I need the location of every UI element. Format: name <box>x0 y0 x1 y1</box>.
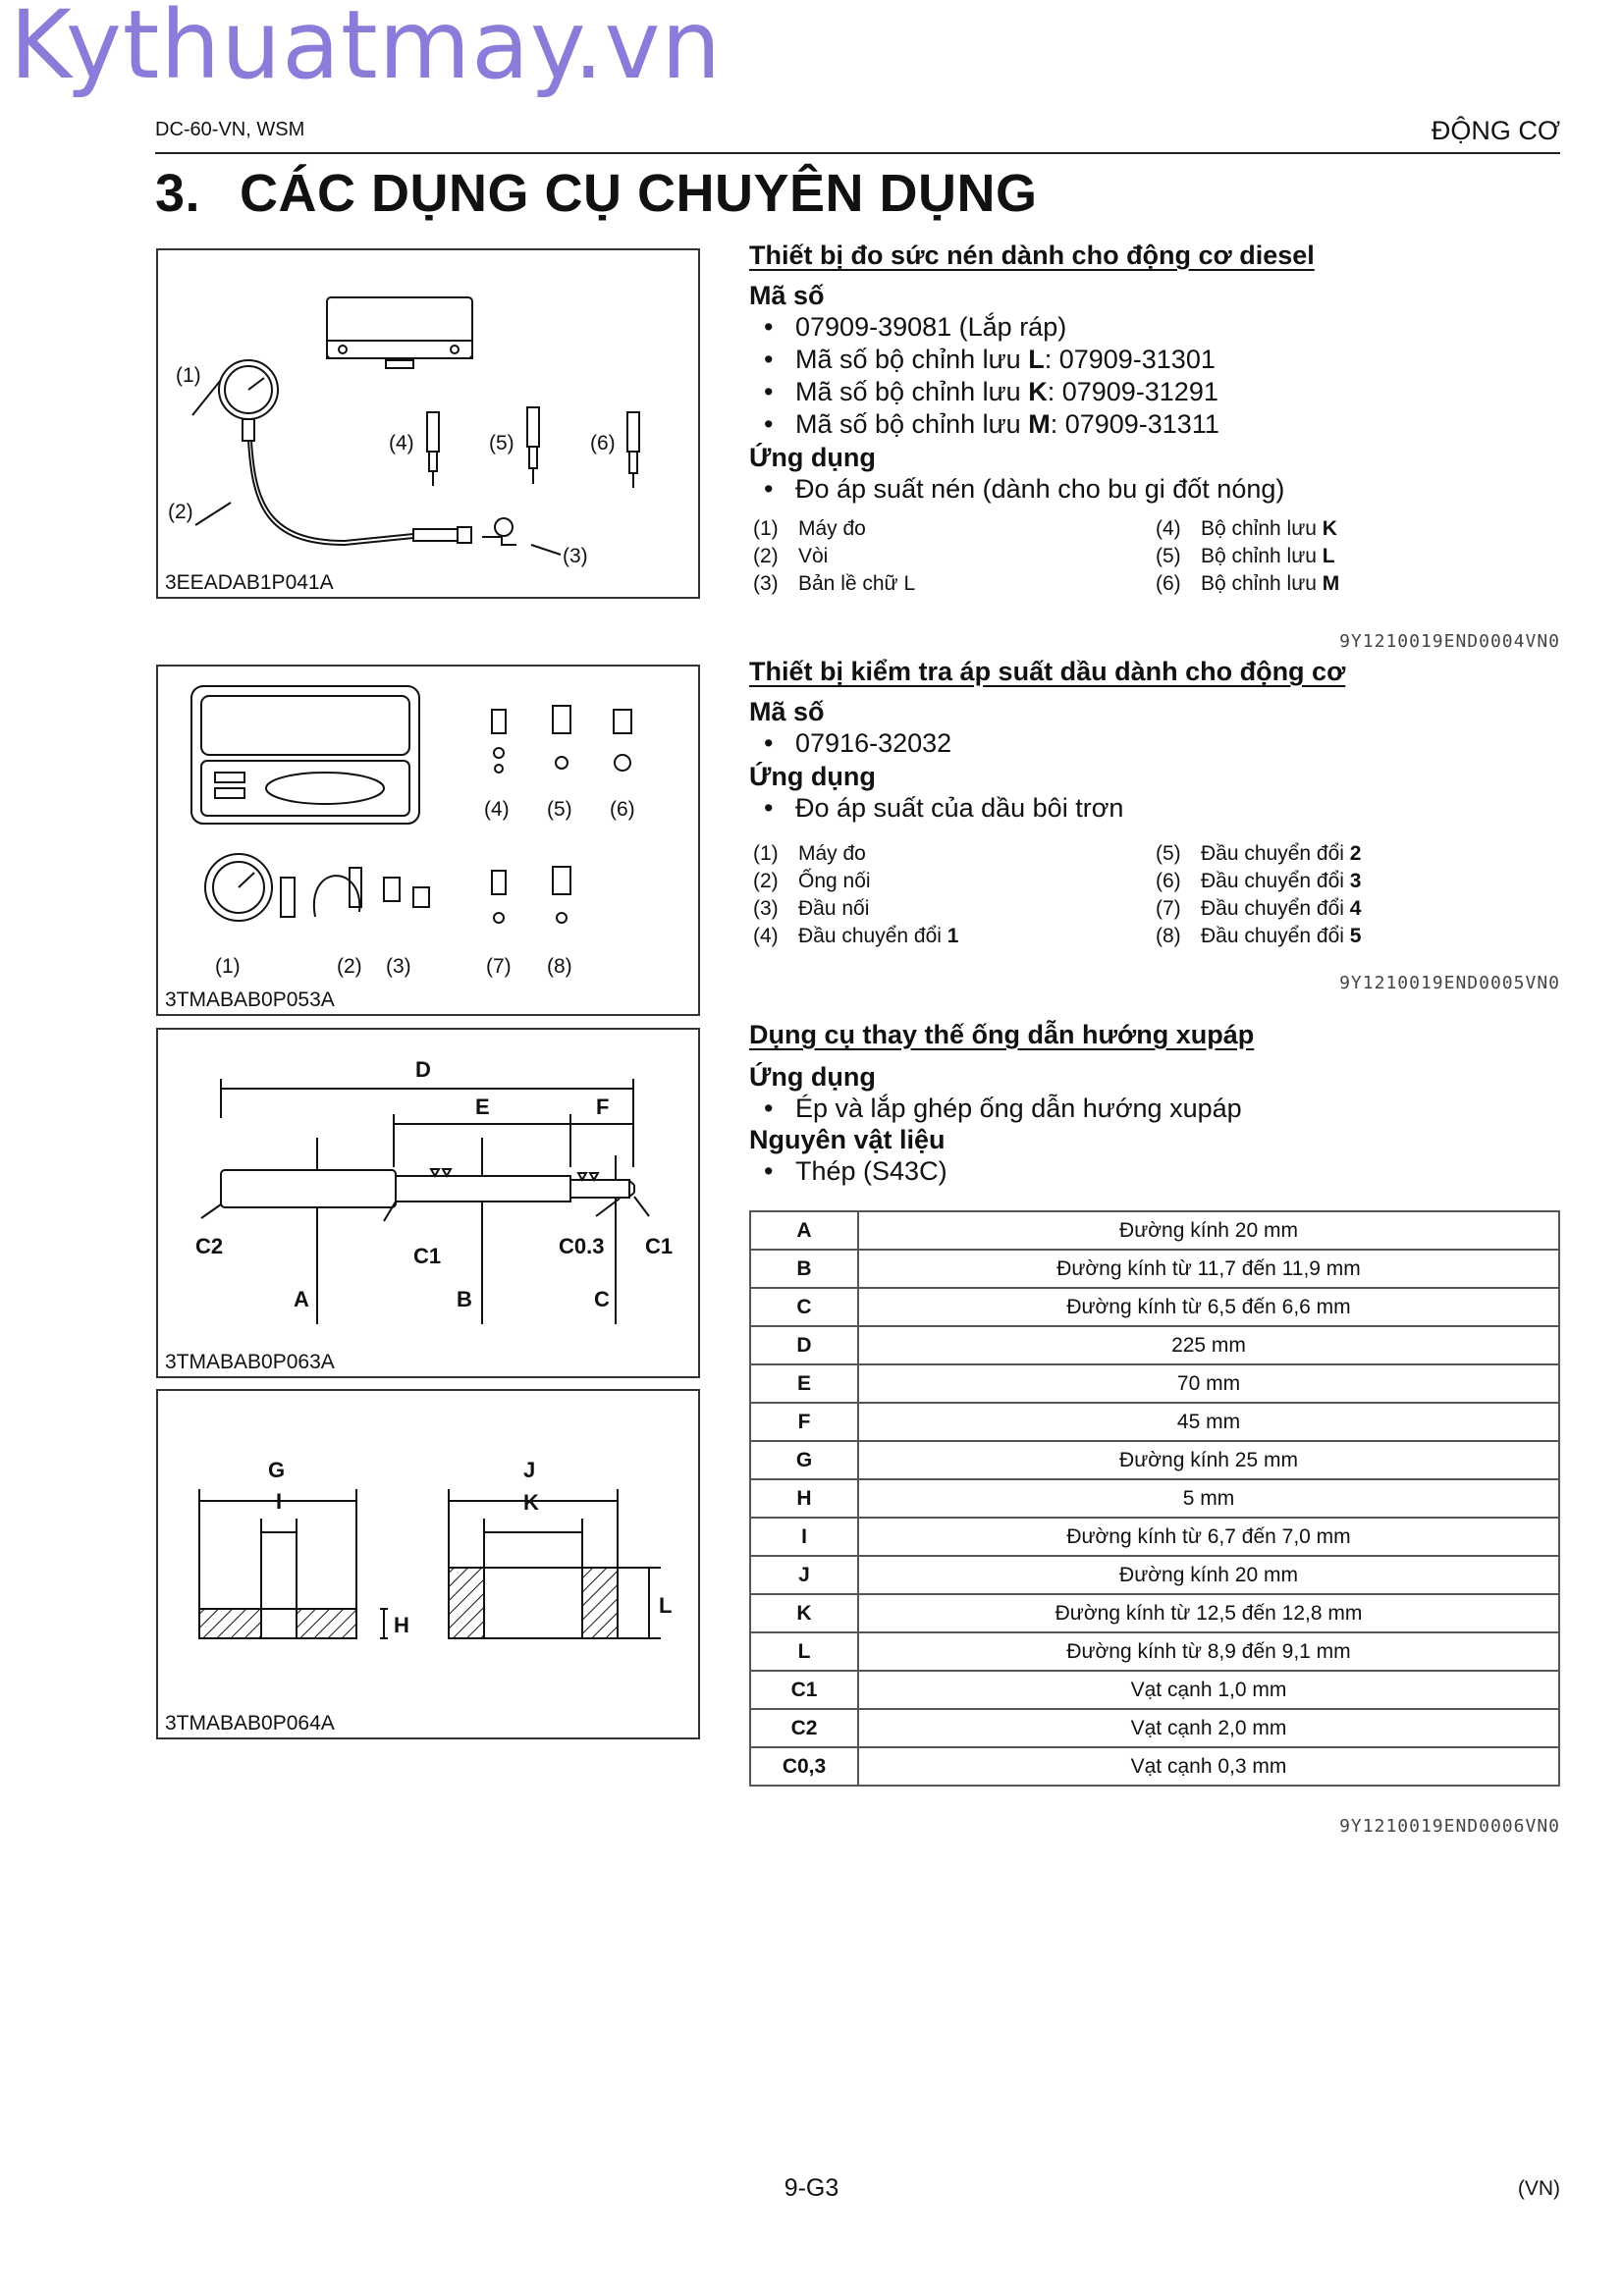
fig1-label-3: (3) <box>563 545 588 567</box>
table-row <box>750 1518 1559 1556</box>
fig3-label-c2: C2 <box>195 1234 224 1258</box>
code-bold: M <box>1028 409 1051 439</box>
use-text: Ép và lắp ghép ống dẫn hướng xupáp <box>795 1094 1242 1123</box>
header-chapter: ĐỘNG CƠ <box>1431 116 1560 145</box>
header-doc-id: DC-60-VN, WSM <box>155 119 305 140</box>
dimension-value: Đường kính 25 mm <box>858 1441 1559 1479</box>
use-text: Đo áp suất của dầu bôi trơn <box>795 793 1124 823</box>
section-title: Thiết bị đo sức nén dành cho động cơ diesel <box>749 240 1315 270</box>
fig2-label-5: (5) <box>547 798 572 821</box>
fig3-label-b: B <box>457 1287 472 1311</box>
figure-oil-pressure-tester <box>156 665 700 1016</box>
code-rest: : 07909-31301 <box>1044 345 1216 374</box>
code-rest: : 07909-31291 <box>1047 377 1218 406</box>
page-number: 9-G3 <box>784 2174 839 2202</box>
doc-code: 9Y1210019END0006VN0 <box>1339 1816 1560 1837</box>
fig4-label-j: J <box>523 1458 536 1482</box>
language-code: (VN) <box>1517 2177 1560 2200</box>
parts-list <box>749 840 1560 954</box>
part-item: (5) Bộ chỉnh lưu L <box>1156 545 1335 567</box>
fig2-label-7: (7) <box>486 955 512 978</box>
dimension-value: Đường kính từ 12,5 đến 12,8 mm <box>858 1594 1559 1632</box>
dimension-value: Đường kính từ 11,7 đến 11,9 mm <box>858 1250 1559 1288</box>
fig1-label-4: (4) <box>389 432 414 454</box>
table-row <box>750 1671 1559 1709</box>
table-row <box>750 1326 1559 1364</box>
part-item: (8) Đầu chuyển đổi 5 <box>1156 925 1362 947</box>
dimension-key: L <box>750 1632 858 1671</box>
code-text: Mã số bộ chỉnh lưu <box>795 377 1029 406</box>
fig3-label-f: F <box>596 1095 610 1119</box>
fig3-label-c1b: C1 <box>645 1234 674 1258</box>
dimension-value: Đường kính 20 mm <box>858 1211 1559 1250</box>
table-row <box>750 1556 1559 1594</box>
part-item: (1) Máy đo <box>753 842 866 865</box>
use-text: Đo áp suất nén (dành cho bu gi đốt nóng) <box>795 474 1285 504</box>
fig1-label-1: (1) <box>176 364 201 387</box>
code-rest: : 07909-31311 <box>1050 409 1219 439</box>
part-item: (7) Đầu chuyển đổi 4 <box>1156 897 1362 920</box>
code-text: 07916-32032 <box>795 728 952 758</box>
part-item: (3) Bản lề chữ L <box>753 572 916 595</box>
part-item: (5) Đầu chuyển đổi 2 <box>1156 842 1362 865</box>
table-row <box>750 1441 1559 1479</box>
fig1-label-2: (2) <box>168 501 193 523</box>
header-divider <box>155 152 1560 154</box>
dimension-value: Vạt cạnh 2,0 mm <box>858 1709 1559 1747</box>
fig3-label-c1a: C1 <box>413 1244 442 1268</box>
dimension-key: J <box>750 1556 858 1594</box>
list-item: • Mã số bộ chỉnh lưu L: 07909-31301 <box>764 345 1216 374</box>
part-item: (6) Bộ chỉnh lưu M <box>1156 572 1340 595</box>
list-item: • Mã số bộ chỉnh lưu K: 07909-31291 <box>764 377 1218 406</box>
fig4-label-l: L <box>659 1593 673 1618</box>
dimension-key: D <box>750 1326 858 1364</box>
doc-code: 9Y1210019END0005VN0 <box>1339 973 1560 993</box>
dimension-value: 5 mm <box>858 1479 1559 1518</box>
table-row <box>750 1364 1559 1403</box>
code-bold: K <box>1028 377 1048 406</box>
list-item: • Thép (S43C) <box>764 1156 947 1186</box>
material-heading: Nguyên vật liệu <box>749 1125 946 1154</box>
fig2-label-4: (4) <box>484 798 510 821</box>
dimension-key: C0,3 <box>750 1747 858 1786</box>
dimension-key: C1 <box>750 1671 858 1709</box>
part-item: (2) Ống nối <box>753 870 871 892</box>
table-row <box>750 1250 1559 1288</box>
list-item: • Đo áp suất nén (dành cho bu gi đốt nóng) <box>764 474 1285 504</box>
fig4-label-h: H <box>394 1613 409 1637</box>
compression-tester-drawing <box>158 250 702 601</box>
dimension-key: A <box>750 1211 858 1250</box>
fig1-label-6: (6) <box>590 432 616 454</box>
dimension-value: Đường kính từ 6,5 đến 6,6 mm <box>858 1288 1559 1326</box>
dimension-key: E <box>750 1364 858 1403</box>
code-text: Mã số bộ chỉnh lưu <box>795 409 1029 439</box>
use-heading: Ứng dụng <box>749 1062 876 1092</box>
figure-compression-tester <box>156 248 700 599</box>
fig3-label-c03: C0.3 <box>559 1234 605 1258</box>
figure-code: 3TMABAB0P064A <box>165 1712 335 1735</box>
part-item: (3) Đầu nối <box>753 897 870 920</box>
dimension-value: Vạt cạnh 0,3 mm <box>858 1747 1559 1786</box>
code-heading: Mã số <box>749 697 825 726</box>
dimension-key: G <box>750 1441 858 1479</box>
list-item: • Đo áp suất của dầu bôi trơn <box>764 793 1124 823</box>
fig1-label-5: (5) <box>489 432 514 454</box>
table-row <box>750 1403 1559 1441</box>
section-oil-pressure-tester <box>749 657 1560 954</box>
table-row <box>750 1211 1559 1250</box>
dimension-value: Đường kính từ 8,9 đến 9,1 mm <box>858 1632 1559 1671</box>
table-row <box>750 1479 1559 1518</box>
dimension-value: 225 mm <box>858 1326 1559 1364</box>
list-item: • Ép và lắp ghép ống dẫn hướng xupáp <box>764 1094 1242 1123</box>
part-item: (4) Đầu chuyển đổi 1 <box>753 925 959 947</box>
table-row <box>750 1709 1559 1747</box>
guide-bushing-drawing <box>158 1391 702 1741</box>
dimension-table <box>749 1210 1560 1787</box>
table-row <box>750 1594 1559 1632</box>
title-text: CÁC DỤNG CỤ CHUYÊN DỤNG <box>240 164 1038 223</box>
fig2-label-3: (3) <box>386 955 411 978</box>
use-heading: Ứng dụng <box>749 762 876 791</box>
title-number: 3. <box>155 164 201 223</box>
fig2-label-1: (1) <box>215 955 241 978</box>
dimension-key: B <box>750 1250 858 1288</box>
section-title: Thiết bị kiểm tra áp suất dầu dành cho động cơ <box>749 657 1346 686</box>
page-title <box>155 163 1038 224</box>
doc-code: 9Y1210019END0004VN0 <box>1339 631 1560 652</box>
parts-list <box>749 515 1560 600</box>
dimension-key: H <box>750 1479 858 1518</box>
dimension-key: F <box>750 1403 858 1441</box>
dimension-value: 70 mm <box>858 1364 1559 1403</box>
dimension-value: Đường kính từ 6,7 đến 7,0 mm <box>858 1518 1559 1556</box>
dimension-key: K <box>750 1594 858 1632</box>
figure-code: 3EEADAB1P041A <box>165 571 334 594</box>
list-item: • 07909-39081 (Lắp ráp) <box>764 312 1067 342</box>
code-heading: Mã số <box>749 281 825 310</box>
code-text: 07909-39081 (Lắp ráp) <box>795 312 1067 342</box>
fig2-label-6: (6) <box>610 798 635 821</box>
list-item: • 07916-32032 <box>764 728 952 758</box>
figure-code: 3TMABAB0P063A <box>165 1351 335 1373</box>
dimension-value: Vạt cạnh 1,0 mm <box>858 1671 1559 1709</box>
part-item: (2) Vòi <box>753 545 829 567</box>
watermark-logo: Kythuatmay.vn <box>10 0 723 100</box>
dimension-key: C2 <box>750 1709 858 1747</box>
fig2-label-8: (8) <box>547 955 572 978</box>
fig3-label-d: D <box>415 1057 431 1082</box>
section-valve-guide-tool <box>749 1020 1560 1188</box>
section-title: Dụng cụ thay thế ống dẫn hướng xupáp <box>749 1020 1255 1049</box>
dimension-key: I <box>750 1518 858 1556</box>
figure-code: 3TMABAB0P053A <box>165 988 335 1011</box>
fig4-label-g: G <box>268 1458 286 1482</box>
fig3-label-e: E <box>475 1095 490 1119</box>
use-heading: Ứng dụng <box>749 443 876 472</box>
dimension-value: Đường kính 20 mm <box>858 1556 1559 1594</box>
table-row <box>750 1747 1559 1786</box>
dimension-value: 45 mm <box>858 1403 1559 1441</box>
fig3-label-c: C <box>594 1287 610 1311</box>
table-row <box>750 1632 1559 1671</box>
table-row <box>750 1288 1559 1326</box>
section-compression-tester <box>749 240 1560 600</box>
figure-valve-guide-tool <box>156 1028 700 1378</box>
figure-guide-bushing <box>156 1389 700 1739</box>
fig2-label-2: (2) <box>337 955 362 978</box>
dimension-key: C <box>750 1288 858 1326</box>
part-item: (1) Máy đo <box>753 517 866 540</box>
part-item: (4) Bộ chỉnh lưu K <box>1156 517 1337 540</box>
fig4-label-k: K <box>523 1490 539 1515</box>
code-bold: L <box>1028 345 1045 374</box>
part-item: (6) Đầu chuyển đổi 3 <box>1156 870 1362 892</box>
list-item: • Mã số bộ chỉnh lưu M: 07909-31311 <box>764 409 1219 439</box>
material-text: Thép (S43C) <box>795 1156 947 1186</box>
fig3-label-a: A <box>294 1287 309 1311</box>
fig4-label-i: I <box>276 1489 283 1514</box>
code-text: Mã số bộ chỉnh lưu <box>795 345 1029 374</box>
